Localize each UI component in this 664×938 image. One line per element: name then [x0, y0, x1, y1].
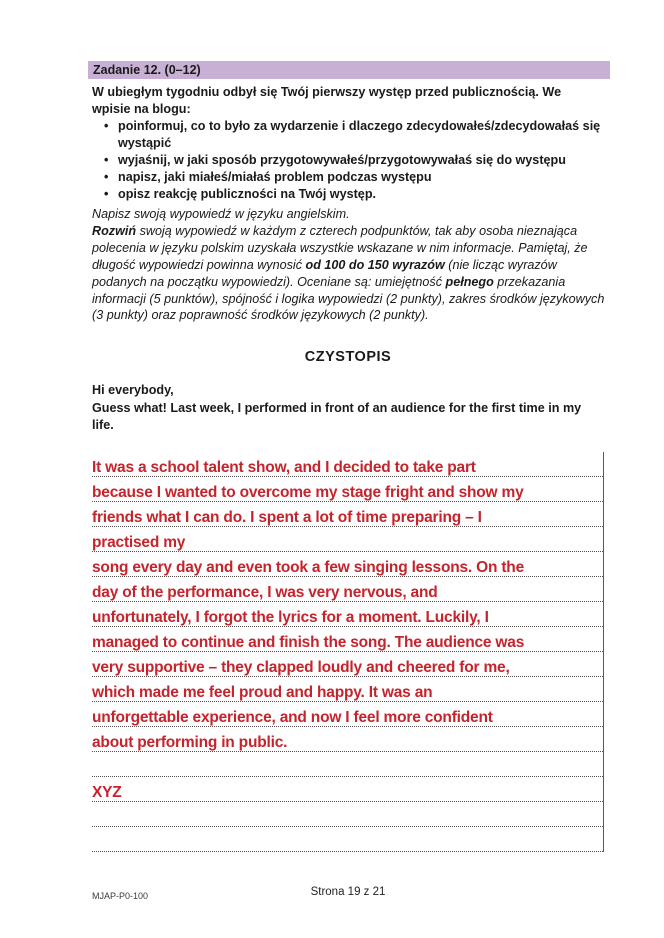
answer-line — [92, 577, 603, 602]
handwritten-text: unforgettable experience, and now I feel more confident — [92, 708, 493, 726]
note-segment: Rozwiń — [92, 223, 137, 238]
printed-line: Hi everybody, — [92, 383, 174, 397]
answer-line — [92, 552, 603, 577]
bullet-text: wyjaśnij, w jaki sposób przygotowywałeś/przygotowywałaś się do występu — [118, 153, 566, 167]
footer-page-number: Strona 19 z 21 — [310, 886, 386, 898]
clean-copy-heading: CZYSTOPIS — [304, 349, 392, 365]
handwritten-text: It was a school talent show, and I decided to take part — [92, 458, 476, 476]
footer-code: MJAP-P0-100 — [92, 891, 149, 901]
bullet-item — [104, 169, 604, 186]
bullet-list — [104, 118, 604, 203]
bullet-item — [104, 152, 604, 169]
printed-lines — [92, 382, 600, 435]
task-intro: W ubiegłym tygodniu odbył się Twój pierwszy występ przed publicznością. We wpisie na blogu: — [92, 85, 562, 116]
note-paragraph — [92, 223, 606, 324]
answer-line — [92, 777, 603, 802]
task-header: Zadanie 12. (0–12) — [93, 63, 201, 77]
handwritten-text: about performing in public. — [92, 733, 288, 751]
task-header-band — [88, 61, 610, 79]
handwritten-text: which made me feel proud and happy. It was an — [92, 683, 433, 701]
answer-line — [92, 452, 603, 477]
answer-line — [92, 477, 603, 502]
bullet-item — [104, 186, 604, 203]
note-line1: Napisz swoją wypowiedź w języku angielskim. — [92, 207, 350, 221]
handwritten-text: because I wanted to overcome my stage fright and show my — [92, 483, 524, 501]
note-segment: (nie licząc wyrazów podanych na początku wypowiedzi). Oceniane są: umiejętność — [92, 257, 557, 289]
bullet-text: opisz reakcję publiczności na Twój występ. — [118, 187, 377, 201]
answer-line — [92, 602, 603, 627]
bullet-text: poinformuj, co to było za wydarzenie i dlaczego zdecydowałeś/zdecydowałaś się wystąpić — [118, 119, 601, 150]
note-segment: od 100 do 150 wyrazów — [305, 257, 445, 272]
handwritten-text: managed to continue and finish the song. The audience was — [92, 633, 525, 651]
handwritten-text: very supportive – they clapped loudly and cheered for me, — [92, 658, 510, 676]
answer-line — [92, 827, 603, 852]
bullet-marker: • — [104, 119, 109, 133]
handwritten-text: practised my — [92, 533, 186, 551]
handwritten-text: XYZ — [92, 783, 122, 801]
answer-line — [92, 802, 603, 827]
handwritten-text: unfortunately, I forgot the lyrics for a moment. Luckily, I — [92, 608, 489, 626]
handwritten-text: day of the performance, I was very nervous, and — [92, 583, 438, 601]
answer-line — [92, 627, 603, 652]
note-segment: swoją wypowiedź w każdym z czterech podpunktów, tak aby osoba nieznająca polecenia w języku polskim uzyskała wszystkie wskazane w nim informacje. Pamiętaj, że długość wypowiedzi powinna wynosić — [92, 223, 588, 272]
answer-line — [92, 652, 603, 677]
bullet-marker: • — [104, 170, 109, 184]
bullet-marker: • — [104, 153, 109, 167]
answer-lines — [92, 452, 604, 852]
note-segment: przekazania informacji (5 punktów), spójność i logika wypowiedzi (2 punkty), zakres środków językowych (3 punkty) oraz poprawność środków językowych (2 punkty). — [92, 274, 605, 323]
instructions-note — [92, 206, 606, 324]
note-segment: pełnego — [445, 274, 494, 289]
answer-line — [92, 677, 603, 702]
bullet-item — [104, 118, 604, 152]
bullet-text: napisz, jaki miałeś/miałaś problem podczas występu — [118, 170, 432, 184]
handwritten-text: song every day and even took a few singing lessons. On the — [92, 558, 524, 576]
printed-line: Guess what! Last week, I performed in front of an audience for the first time in my life. — [92, 400, 582, 432]
answer-line — [92, 502, 603, 527]
bullet-marker: • — [104, 187, 109, 201]
answer-line — [92, 527, 603, 552]
answer-line — [92, 702, 603, 727]
handwritten-text: friends what I can do. I spent a lot of time preparing – I — [92, 508, 482, 526]
answer-line — [92, 727, 603, 752]
answer-line — [92, 752, 603, 777]
